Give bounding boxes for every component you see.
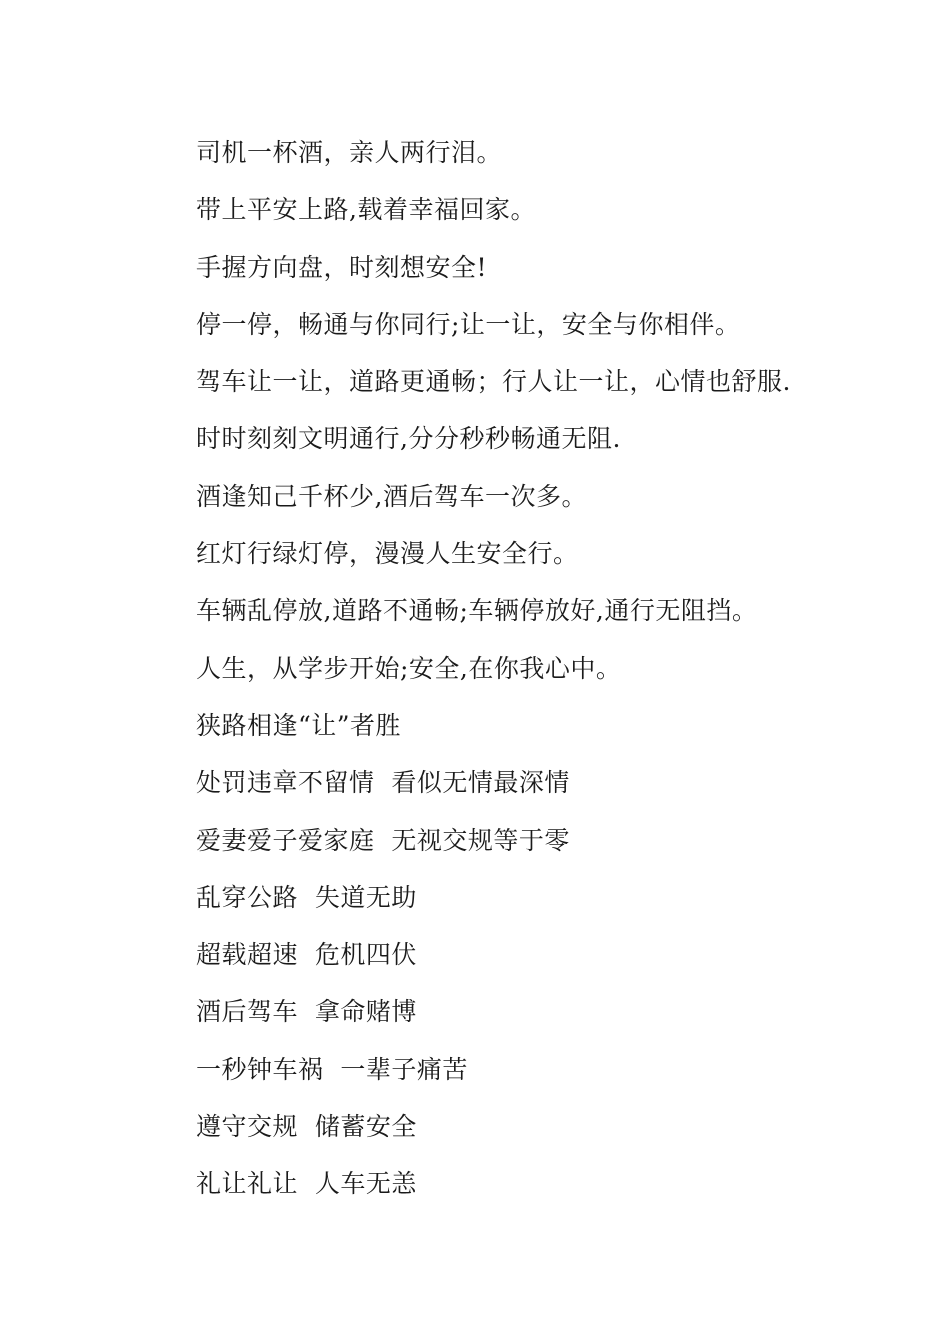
slogan-list [196, 133, 836, 1222]
slogan-line: 司机一杯酒，亲人两行泪。 [196, 138, 503, 167]
slogan-line: 遵守交规 储蓄安全 [196, 1112, 417, 1142]
slogan-line: 酒逢知己千杯少,酒后驾车一次多。 [196, 481, 587, 511]
slogan-line: 处罚违章不留情 看似无情最深情 [196, 768, 570, 798]
slogan-line: 驾车让一让，道路更通畅；行人让一让，心情也舒服. [196, 367, 791, 397]
slogan-line: 红灯行绿灯停，漫漫人生安全行。 [196, 539, 579, 569]
slogan-line: 车辆乱停放,道路不通畅;车辆停放好,通行无阻挡。 [196, 596, 758, 626]
slogan-line: 礼让礼让 人车无恙 [196, 1169, 417, 1199]
slogan-line: 一秒钟车祸 一辈子痛苦 [196, 1054, 468, 1084]
slogan-line: 人生，从学步开始;安全,在你我心中。 [196, 653, 622, 683]
slogan-line: 手握方向盘，时刻想安全! [196, 252, 488, 282]
slogan-line: 爱妻爱子爱家庭 无视交规等于零 [196, 825, 570, 855]
slogan-line: 时时刻刻文明通行,分分秒秒畅通无阻. [196, 424, 621, 454]
slogan-line: 带上平安上路,载着幸福回家。 [196, 195, 536, 225]
slogan-line: 停一停，畅通与你同行;让一让，安全与你相伴。 [196, 309, 741, 339]
slogan-line: 超载超速 危机四伏 [196, 940, 417, 970]
slogan-line: 狭路相逢“让”者胜 [196, 710, 402, 740]
slogan-line: 乱穿公路 失道无助 [196, 882, 417, 912]
slogan-line: 酒后驾车 拿命赌博 [196, 997, 417, 1027]
